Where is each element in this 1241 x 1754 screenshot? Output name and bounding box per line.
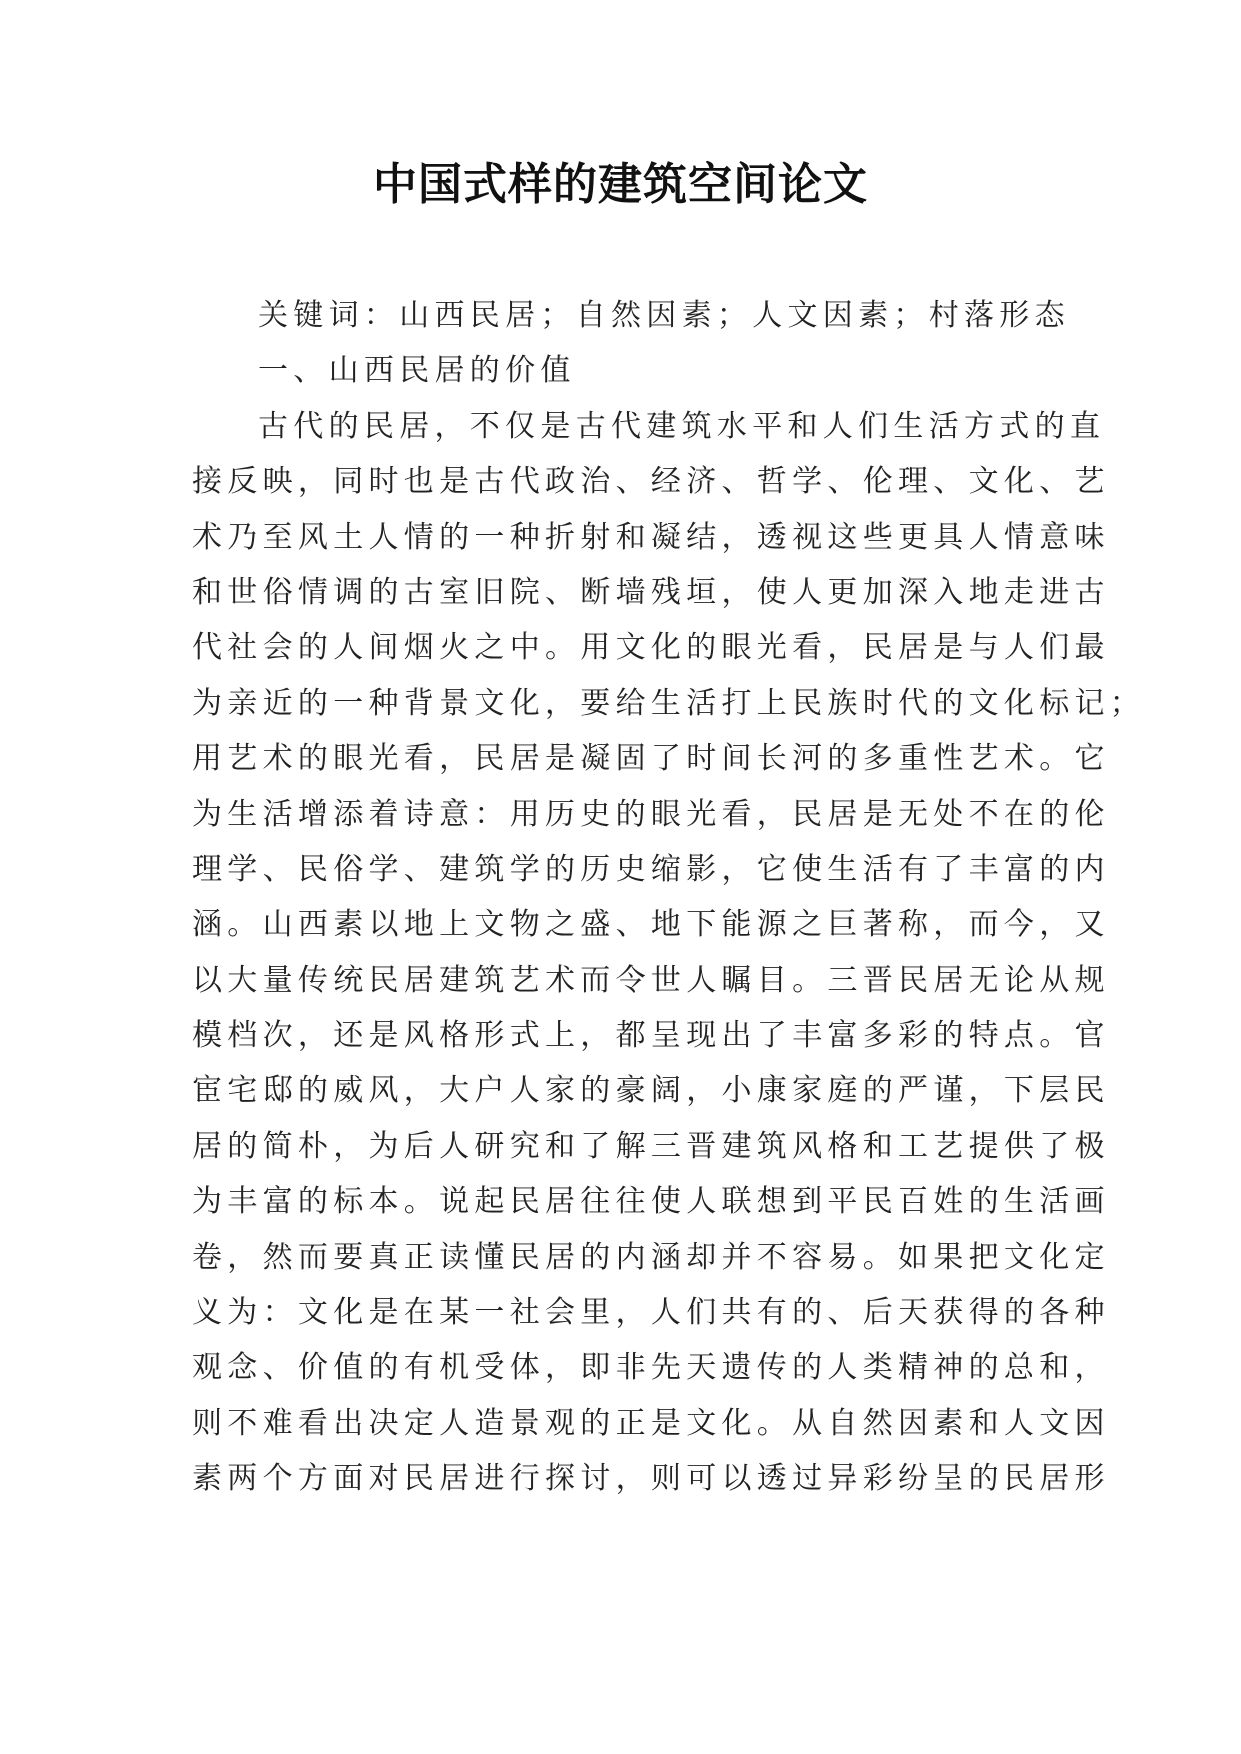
- keywords-line: 关键词：山西民居；自然因素；人文因素；村落形态: [258, 298, 1070, 333]
- paragraph-line: 术乃至风土人情的一种折射和凝结，透视这些更具人情意味: [192, 519, 1110, 555]
- paragraph-line: 素两个方面对民居进行探讨，则可以透过异彩纷呈的民居形: [192, 1461, 1110, 1497]
- paragraph-line: 为亲近的一种背景文化，要给生活打上民族时代的文化标记；: [192, 685, 1146, 721]
- paragraph-line: 代社会的人间烟火之中。用文化的眼光看，民居是与人们最: [192, 630, 1110, 666]
- paragraph-line: 为丰富的标本。说起民居往往使人联想到平民百姓的生活画: [192, 1184, 1110, 1220]
- paragraph-line: 义为：文化是在某一社会里，人们共有的、后天获得的各种: [192, 1295, 1110, 1331]
- paragraph-line: 宦宅邸的威风，大户人家的豪阔，小康家庭的严谨，下层民: [192, 1073, 1110, 1109]
- paragraph-line: 接反映，同时也是古代政治、经济、哲学、伦理、文化、艺: [192, 464, 1110, 500]
- paragraph-line: 则不难看出决定人造景观的正是文化。从自然因素和人文因: [192, 1405, 1110, 1441]
- paragraph-line: 居的简朴，为后人研究和了解三晋建筑风格和工艺提供了极: [192, 1128, 1110, 1164]
- paragraph: [192, 399, 1146, 1507]
- paragraph-line: 涵。山西素以地上文物之盛、地下能源之巨著称，而今，又: [192, 907, 1110, 943]
- paragraph-line: 理学、民俗学、建筑学的历史缩影，它使生活有了丰富的内: [192, 851, 1110, 887]
- paragraph-line: 古代的民居，不仅是古代建筑水平和人们生活方式的直: [258, 408, 1106, 444]
- document-body: [192, 288, 1146, 1507]
- section-heading: 一、山西民居的价值: [258, 353, 576, 389]
- paragraph-line: 用艺术的眼光看，民居是凝固了时间长河的多重性艺术。它: [192, 741, 1110, 777]
- paragraph-line: 和世俗情调的古室旧院、断墙残垣，使人更加深入地走进古: [192, 574, 1110, 610]
- paragraph-line: 模档次，还是风格形式上，都呈现出了丰富多彩的特点。官: [192, 1018, 1110, 1054]
- paragraph-line: 为生活增添着诗意：用历史的眼光看，民居是无处不在的伦: [192, 796, 1110, 832]
- document-title: 中国式样的建筑空间论文: [373, 159, 868, 210]
- paragraph-line: 以大量传统民居建筑艺术而令世人瞩目。三晋民居无论从规: [192, 962, 1110, 998]
- paragraph-line: 观念、价值的有机受体，即非先天遗传的人类精神的总和，: [192, 1350, 1110, 1386]
- paragraph-line: 卷，然而要真正读懂民居的内涵却并不容易。如果把文化定: [192, 1239, 1110, 1275]
